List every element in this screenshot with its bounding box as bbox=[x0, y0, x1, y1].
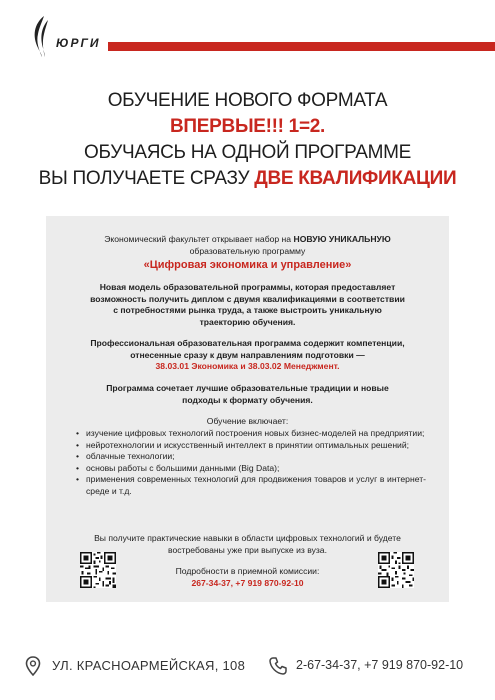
para1-line1: Новая модель образовательной программы, которая предоставляет bbox=[99, 282, 396, 292]
list-item: • нейротехнологии и искусственный интеллект в принятии оптимальных решений; bbox=[76, 440, 426, 452]
closing-line2: востребованы уже при выпуске из вуза. bbox=[168, 544, 327, 555]
qr-code-right[interactable] bbox=[378, 552, 414, 588]
curriculum-list bbox=[76, 428, 426, 497]
headline bbox=[0, 88, 495, 192]
para3-line1: Программа сочетает лучшие образовательные традиции и новые bbox=[106, 383, 389, 393]
paragraph-2 bbox=[46, 338, 449, 373]
header bbox=[0, 0, 495, 72]
headline-line-3: ОБУЧАЯСЬ НА ОДНОЙ ПРОГРАММЕ bbox=[83, 142, 412, 163]
list-heading: Обучение включает: bbox=[206, 416, 289, 426]
intro-prefix: Экономический факультет открывает набор на bbox=[104, 234, 294, 244]
headline-line-4-highlight: ДВЕ КВАЛИФИКАЦИИ bbox=[254, 168, 457, 189]
program-title: «Цифровая экономика и управление» bbox=[143, 259, 352, 271]
para1-line3: с потребностями рынка труда, а также выстроить уникальную bbox=[113, 305, 382, 315]
phone-icon bbox=[268, 656, 288, 676]
header-red-bar bbox=[108, 42, 495, 51]
headline-line-1: ОБУЧЕНИЕ НОВОГО ФОРМАТА bbox=[107, 90, 388, 111]
location-pin-icon bbox=[25, 656, 41, 676]
paragraph-1 bbox=[46, 282, 449, 328]
intro-suffix: образовательную программу bbox=[189, 245, 306, 256]
list-item: • изучение цифровых технологий построения новых бизнес-моделей на предприятии; bbox=[76, 428, 426, 440]
headline-line-4-prefix: ВЫ ПОЛУЧАЕТЕ СРАЗУ bbox=[38, 168, 255, 189]
list-item: • облачные технологии; bbox=[76, 451, 426, 463]
logo-flame-icon bbox=[30, 14, 52, 58]
para1-line4: траекторию обучения. bbox=[199, 316, 296, 327]
contact-label: Подробности в приемной комиссии: bbox=[175, 566, 320, 576]
list-item: • применения современных технологий для продвижения товаров и услуг в интернет-среде и т.д. bbox=[76, 474, 426, 497]
headline-line-2: ВПЕРВЫЕ!!! 1=2. bbox=[170, 116, 325, 137]
footer bbox=[0, 648, 495, 682]
para3-line2: подходы к формату обучения. bbox=[182, 394, 313, 405]
footer-address: УЛ. КРАСНОАРМЕЙСКАЯ, 108 bbox=[52, 658, 246, 673]
contact-phones: 267-34-37, +7 919 870-92-10 bbox=[191, 577, 304, 588]
list-item: • основы работы с большими данными (Big Data); bbox=[76, 463, 426, 475]
qr-code-left[interactable] bbox=[80, 552, 116, 588]
logo-text: ЮРГИ bbox=[56, 36, 101, 50]
closing-line1: Вы получите практические навыки в области цифровых технологий и будете bbox=[94, 533, 401, 543]
para1-line2: возможность получить диплом с двумя квалификациями в соответствии bbox=[90, 293, 405, 304]
para2-line1: Профессиональная образовательная программа содержит компетенции, bbox=[90, 338, 405, 348]
info-panel bbox=[46, 216, 449, 602]
intro-bold: НОВУЮ УНИКАЛЬНУЮ bbox=[293, 234, 391, 244]
intro-text bbox=[46, 234, 449, 257]
headline-line-4 bbox=[0, 166, 495, 192]
footer-phones: 2-67-34-37, +7 919 870-92-10 bbox=[296, 658, 464, 672]
para2-line3: 38.03.01 Экономика и 38.03.02 Менеджмент. bbox=[155, 361, 340, 371]
paragraph-3 bbox=[46, 383, 449, 406]
para2-line2: отнесенные сразу к двум направлениям подготовки — bbox=[130, 349, 365, 360]
